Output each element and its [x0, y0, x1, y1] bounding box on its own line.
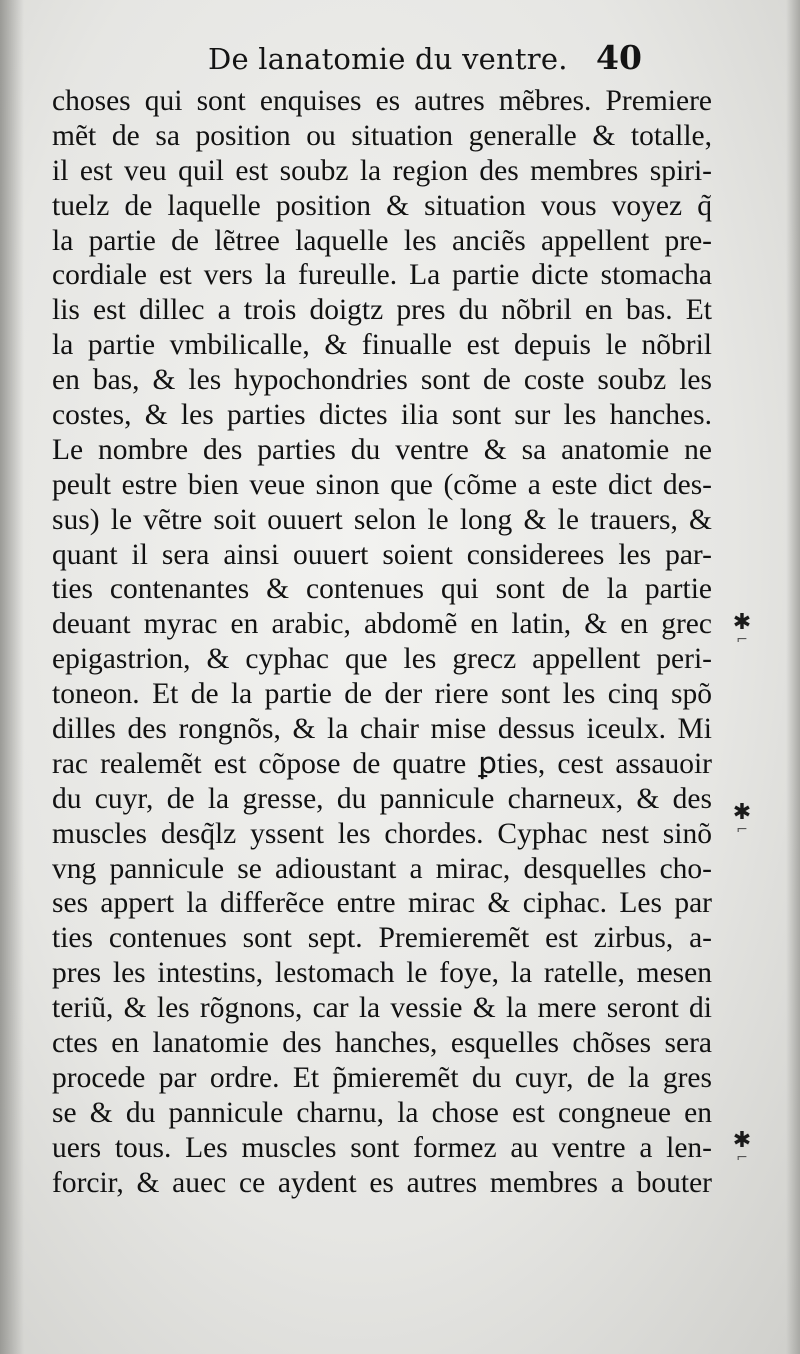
text-line: ses appert la differẽce entre mirac & ciphac. Les par [52, 887, 712, 920]
text-line: pres les intestins, lestomach le foye, la ratelle, mesen [52, 957, 712, 990]
asterisk-icon: ✱ [732, 1128, 752, 1153]
text-line: cordiale est vers la fureulle. La partie dicte stomacha [52, 259, 712, 292]
text-line: sus) le vẽtre soit ouuert selon le long & le trauers, & [52, 503, 712, 536]
text-line: teriũ, & les rõgnons, car la vessie & la mere seront di [52, 992, 712, 1025]
page-header [208, 38, 678, 78]
text-line: forcir, & auec ce aydent es autres membres a bouter [52, 1166, 712, 1199]
text-line: dilles des rongnõs, & la chair mise dessus iceulx. Mi [52, 713, 712, 746]
text-line: rac realemẽt est cõpose de quatre ꝑties, cest assauoir [52, 747, 712, 780]
folio-number: 40 [596, 38, 642, 77]
text-line: toneon. Et de la partie de der riere sont les cinq spõ [52, 678, 712, 711]
text-line: epigastrion, & cyphac que les grecz appellent peri- [52, 643, 712, 676]
margin-notes [722, 0, 772, 1354]
margin-mark [722, 612, 762, 646]
text-line: vng pannicule se adioustant a mirac, desquelles cho- [52, 852, 712, 885]
text-line: ctes en lanatomie des hanches, esquelles chõses sera [52, 1027, 712, 1060]
text-line: du cuyr, de la gresse, du pannicule charneux, & des [52, 782, 712, 815]
text-line: uers tous. Les muscles sont formez au ventre a len- [52, 1131, 712, 1164]
text-line: tuelz de laquelle position & situation vous voyez q̃ [52, 189, 712, 222]
text-line: peult estre bien veue sinon que (cõme a este dict des- [52, 468, 712, 501]
asterisk-icon: ✱ [732, 610, 752, 635]
text-line: Le nombre des parties du ventre & sa anatomie ne [52, 433, 712, 466]
text-line: lis est dillec a trois doigtz pres du nõbril en bas. Et [52, 294, 712, 327]
margin-rule: ⌐ [736, 1150, 748, 1166]
text-line: choses qui sont enquises es autres mẽbres. Premiere [52, 85, 712, 117]
text-line: se & du pannicule charnu, la chose est congneue en [52, 1096, 712, 1129]
text-line: la partie de lẽtree laquelle les anciẽs appellent pre- [52, 224, 712, 257]
text-line: ties contenues sont sept. Premieremẽt est zirbus, a- [52, 922, 712, 955]
margin-mark [722, 802, 762, 836]
text-line: muscles desq̃lz yssent les chordes. Cyphac nest sinõ [52, 817, 712, 850]
text-line: en bas, & les hypochondries sont de coste soubz les [52, 364, 712, 397]
text-line: procede par ordre. Et p̃mieremẽt du cuyr, de la gres [52, 1061, 712, 1094]
margin-mark [722, 1130, 762, 1164]
text-line: quant il sera ainsi ouuert soient considerees les par- [52, 538, 712, 571]
text-line: ties contenantes & contenues qui sont de la partie [52, 573, 712, 606]
margin-rule: ⌐ [736, 632, 748, 648]
running-head: De lanatomie du ventre. [208, 42, 568, 76]
margin-rule: ⌐ [736, 822, 748, 838]
text-line: deuant myrac en arabic, abdomẽ en latin, & en grec [52, 608, 712, 641]
body-text [52, 84, 712, 1201]
text-line: costes, & les parties dictes ilia sont sur les hanches. [52, 399, 712, 432]
text-line: il est veu quil est soubz la region des membres spiri- [52, 154, 712, 187]
text-line: la partie vmbilicalle, & finualle est depuis le nõbril [52, 329, 712, 362]
asterisk-icon: ✱ [732, 800, 752, 825]
text-line: mẽt de sa position ou situation generalle & totalle, [52, 119, 712, 152]
